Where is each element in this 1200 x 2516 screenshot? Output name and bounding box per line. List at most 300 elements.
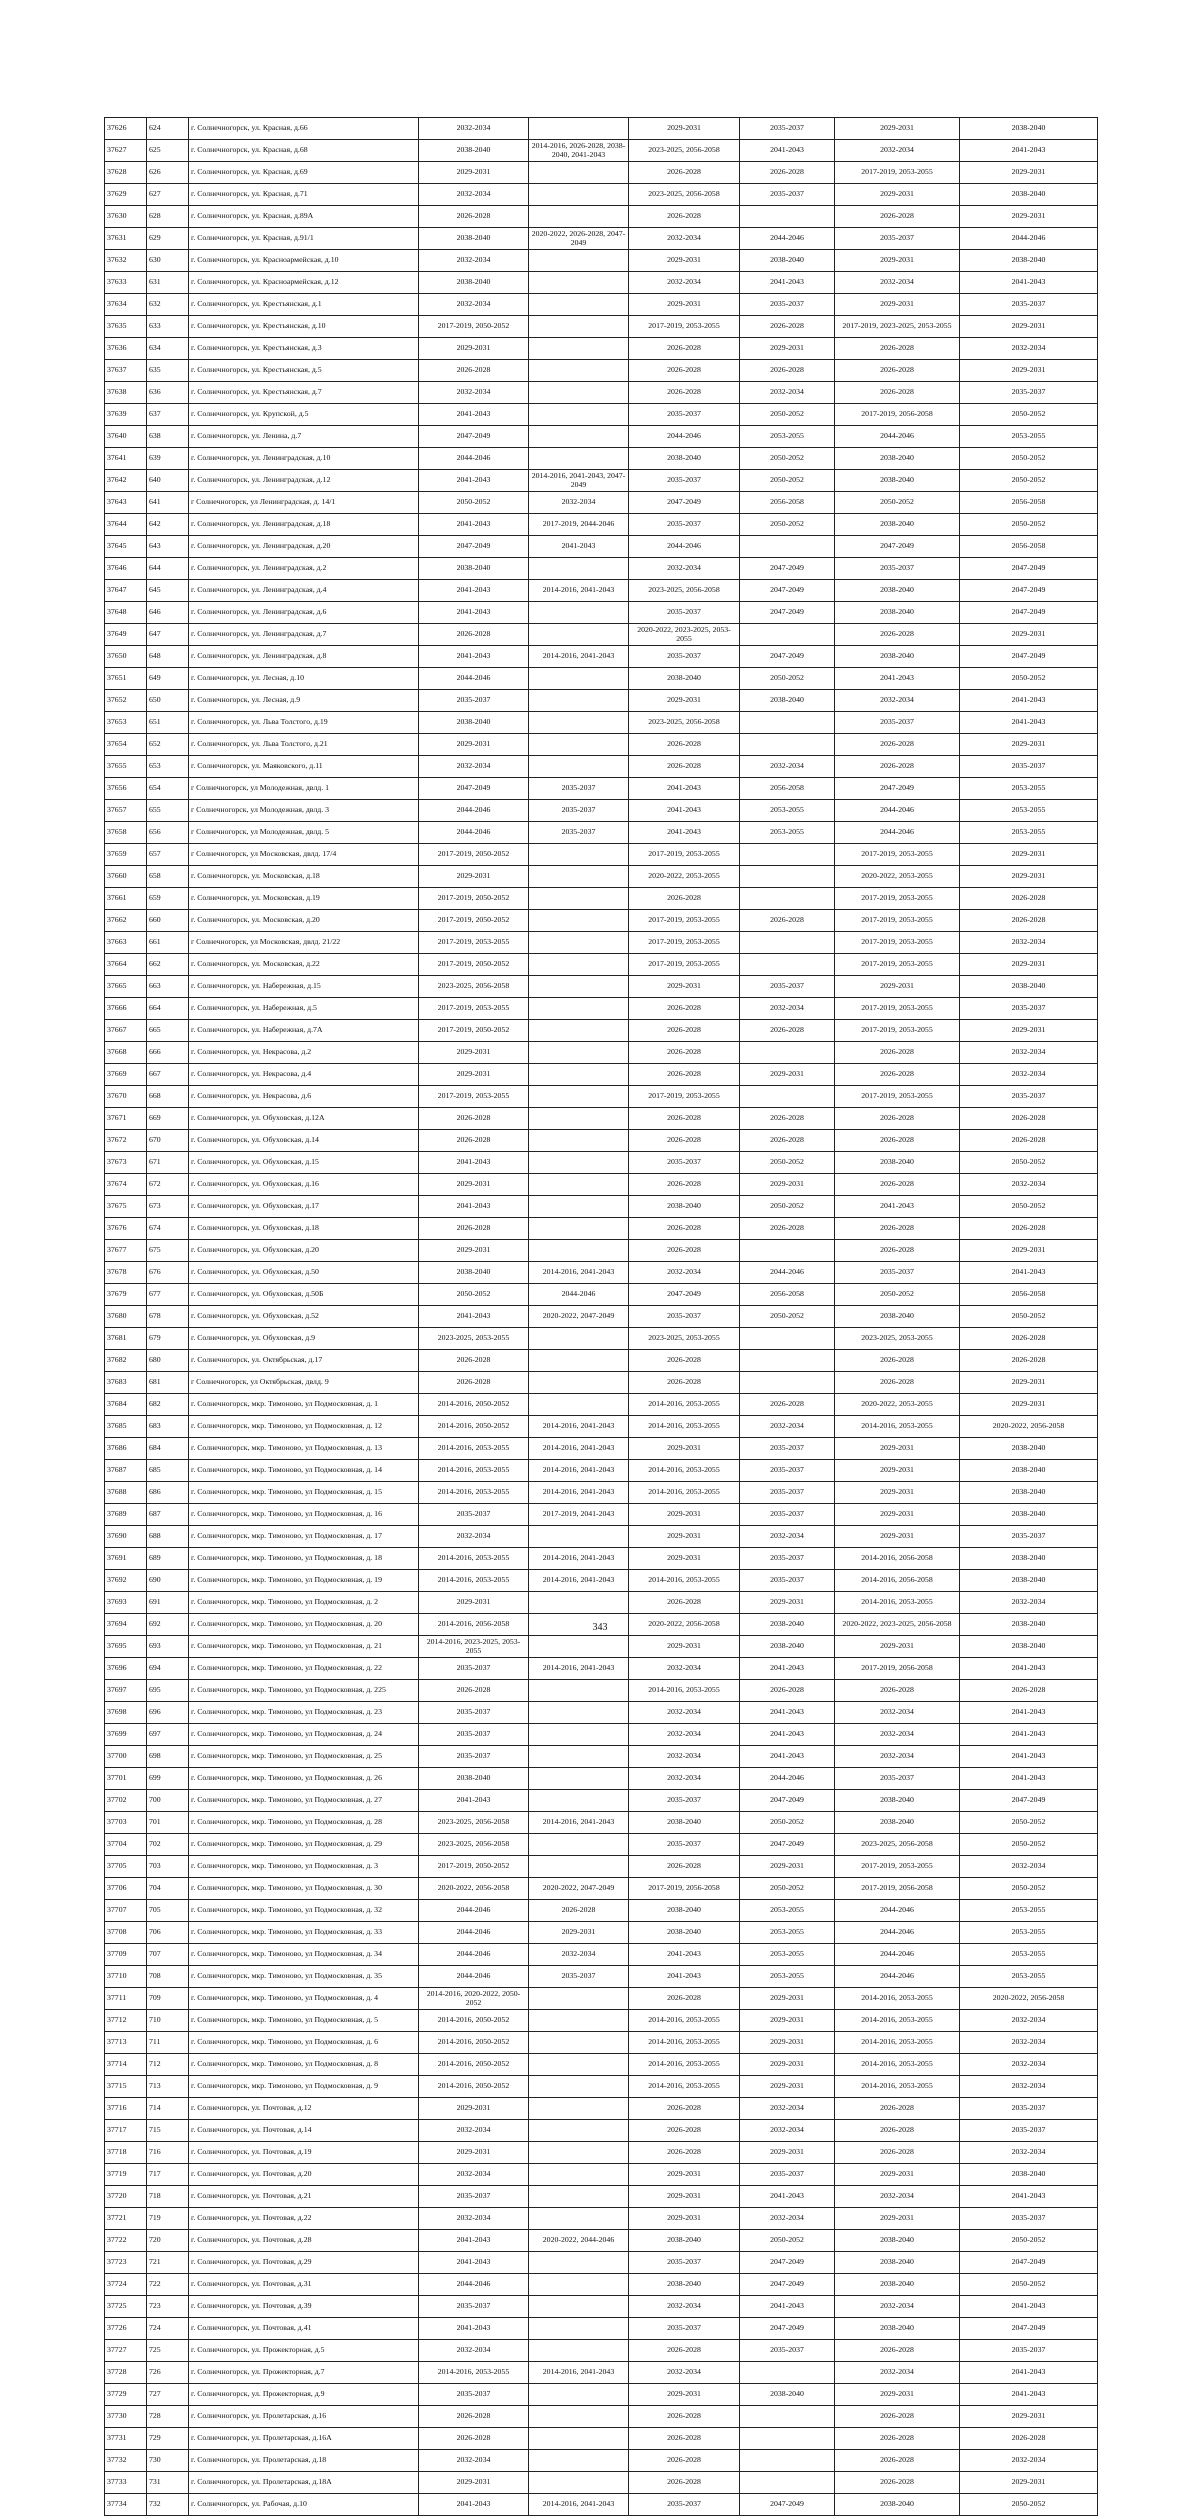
period-4-cell: 2050-2052 <box>740 1152 835 1174</box>
period-6-cell: 2026-2028 <box>960 1680 1098 1702</box>
period-2-cell <box>529 2296 629 2318</box>
period-2-cell <box>529 844 629 866</box>
table-row <box>105 1724 1098 1746</box>
period-6-cell: 2050-2052 <box>960 514 1098 536</box>
table-row <box>105 1856 1098 1878</box>
period-2-cell <box>529 2142 629 2164</box>
period-3-cell: 2029-2031 <box>629 294 740 316</box>
table-row <box>105 1086 1098 1108</box>
item-number-cell: 629 <box>147 228 189 250</box>
row-number-cell: 37654 <box>105 734 147 756</box>
period-3-cell: 2029-2031 <box>629 118 740 140</box>
period-5-cell: 2026-2028 <box>835 2406 960 2428</box>
address-cell: г. Солнечногорск, ул. Обуховская, д.16 <box>189 1174 419 1196</box>
item-number-cell: 664 <box>147 998 189 1020</box>
period-5-cell: 2026-2028 <box>835 2450 960 2472</box>
table-row <box>105 2164 1098 2186</box>
item-number-cell: 669 <box>147 1108 189 1130</box>
period-4-cell: 2032-2034 <box>740 1416 835 1438</box>
period-2-cell: 2035-2037 <box>529 1966 629 1988</box>
address-cell: г. Солнечногорск, ул. Обуховская, д.9 <box>189 1328 419 1350</box>
period-2-cell <box>529 2384 629 2406</box>
period-3-cell: 2035-2037 <box>629 2494 740 2516</box>
period-2-cell: 2014-2016, 2041-2043 <box>529 1812 629 1834</box>
period-2-cell <box>529 338 629 360</box>
period-1-cell: 2029-2031 <box>419 866 529 888</box>
item-number-cell: 665 <box>147 1020 189 1042</box>
period-1-cell: 2035-2037 <box>419 2384 529 2406</box>
period-1-cell: 2026-2028 <box>419 2428 529 2450</box>
period-2-cell <box>529 2120 629 2142</box>
period-3-cell: 2047-2049 <box>629 1284 740 1306</box>
period-3-cell: 2026-2028 <box>629 2142 740 2164</box>
period-3-cell: 2029-2031 <box>629 1526 740 1548</box>
table-row <box>105 1790 1098 1812</box>
period-3-cell: 2035-2037 <box>629 404 740 426</box>
period-1-cell: 2047-2049 <box>419 536 529 558</box>
period-6-cell: 2053-2055 <box>960 778 1098 800</box>
period-5-cell: 2038-2040 <box>835 1790 960 1812</box>
period-5-cell: 2014-2016, 2053-2055 <box>835 2054 960 2076</box>
period-6-cell: 2029-2031 <box>960 844 1098 866</box>
period-6-cell: 2050-2052 <box>960 1812 1098 1834</box>
address-cell: г. Солнечногорск, ул. Красная, д.68 <box>189 140 419 162</box>
table-row <box>105 800 1098 822</box>
period-1-cell: 2038-2040 <box>419 1262 529 1284</box>
period-1-cell: 2014-2016, 2050-2052 <box>419 2010 529 2032</box>
period-3-cell: 2020-2022, 2053-2055 <box>629 866 740 888</box>
item-number-cell: 703 <box>147 1856 189 1878</box>
period-4-cell: 2041-2043 <box>740 1724 835 1746</box>
period-6-cell: 2047-2049 <box>960 2318 1098 2340</box>
period-1-cell: 2026-2028 <box>419 1130 529 1152</box>
period-3-cell: 2029-2031 <box>629 2384 740 2406</box>
period-6-cell: 2053-2055 <box>960 822 1098 844</box>
table-row <box>105 1350 1098 1372</box>
period-3-cell: 2014-2016, 2053-2055 <box>629 2054 740 2076</box>
item-number-cell: 701 <box>147 1812 189 1834</box>
period-5-cell: 2038-2040 <box>835 2494 960 2516</box>
period-5-cell: 2029-2031 <box>835 1482 960 1504</box>
period-6-cell: 2050-2052 <box>960 470 1098 492</box>
row-number-cell: 37708 <box>105 1922 147 1944</box>
period-6-cell: 2053-2055 <box>960 800 1098 822</box>
period-3-cell: 2038-2040 <box>629 1196 740 1218</box>
item-number-cell: 720 <box>147 2230 189 2252</box>
address-cell: г. Солнечногорск, ул. Крестьянская, д.5 <box>189 360 419 382</box>
period-5-cell: 2014-2016, 2053-2055 <box>835 1988 960 2010</box>
address-cell: г. Солнечногорск, ул. Крупской, д.5 <box>189 404 419 426</box>
period-6-cell: 2029-2031 <box>960 2406 1098 2428</box>
period-3-cell: 2026-2028 <box>629 2120 740 2142</box>
period-6-cell: 2050-2052 <box>960 668 1098 690</box>
period-6-cell: 2026-2028 <box>960 2428 1098 2450</box>
period-1-cell: 2035-2037 <box>419 1702 529 1724</box>
address-cell: г. Солнечногорск, мкр. Тимоново, ул Подмосковная, д. 27 <box>189 1790 419 1812</box>
period-2-cell <box>529 1328 629 1350</box>
address-cell: г. Солнечногорск, ул. Красная, д.91/1 <box>189 228 419 250</box>
period-6-cell: 2029-2031 <box>960 316 1098 338</box>
period-4-cell <box>740 2472 835 2494</box>
table-row <box>105 712 1098 734</box>
period-2-cell <box>529 2010 629 2032</box>
period-3-cell: 2014-2016, 2053-2055 <box>629 2076 740 2098</box>
table-row <box>105 954 1098 976</box>
period-6-cell: 2038-2040 <box>960 1614 1098 1636</box>
table-row <box>105 1196 1098 1218</box>
item-number-cell: 657 <box>147 844 189 866</box>
period-1-cell: 2014-2016, 2050-2052 <box>419 2076 529 2098</box>
period-2-cell: 2014-2016, 2041-2043 <box>529 1460 629 1482</box>
period-3-cell: 2026-2028 <box>629 734 740 756</box>
item-number-cell: 725 <box>147 2340 189 2362</box>
period-4-cell: 2044-2046 <box>740 1262 835 1284</box>
period-4-cell: 2029-2031 <box>740 2032 835 2054</box>
period-6-cell: 2038-2040 <box>960 1438 1098 1460</box>
address-cell: г. Солнечногорск, ул. Ленинградская, д.7 <box>189 624 419 646</box>
item-number-cell: 643 <box>147 536 189 558</box>
period-6-cell: 2032-2034 <box>960 2032 1098 2054</box>
row-number-cell: 37632 <box>105 250 147 272</box>
period-3-cell: 2038-2040 <box>629 1922 740 1944</box>
period-4-cell: 2047-2049 <box>740 1834 835 1856</box>
row-number-cell: 37721 <box>105 2208 147 2230</box>
row-number-cell: 37645 <box>105 536 147 558</box>
item-number-cell: 695 <box>147 1680 189 1702</box>
period-5-cell: 2026-2028 <box>835 2120 960 2142</box>
period-4-cell <box>740 1372 835 1394</box>
period-6-cell: 2041-2043 <box>960 272 1098 294</box>
period-2-cell <box>529 1042 629 1064</box>
period-2-cell: 2032-2034 <box>529 492 629 514</box>
row-number-cell: 37733 <box>105 2472 147 2494</box>
period-1-cell: 2026-2028 <box>419 1350 529 1372</box>
address-cell: г Солнечногорск, ул Молодежная, двлд. 5 <box>189 822 419 844</box>
period-2-cell <box>529 1196 629 1218</box>
item-number-cell: 713 <box>147 2076 189 2098</box>
address-cell: г. Солнечногорск, мкр. Тимоново, ул Подмосковная, д. 15 <box>189 1482 419 1504</box>
item-number-cell: 625 <box>147 140 189 162</box>
item-number-cell: 626 <box>147 162 189 184</box>
item-number-cell: 678 <box>147 1306 189 1328</box>
table-row <box>105 1812 1098 1834</box>
period-6-cell: 2026-2028 <box>960 888 1098 910</box>
item-number-cell: 645 <box>147 580 189 602</box>
period-5-cell: 2032-2034 <box>835 2186 960 2208</box>
table-row <box>105 690 1098 712</box>
item-number-cell: 673 <box>147 1196 189 1218</box>
period-1-cell: 2029-2031 <box>419 2098 529 2120</box>
address-cell: г. Солнечногорск, ул. Обуховская, д.20 <box>189 1240 419 1262</box>
table-row <box>105 668 1098 690</box>
period-3-cell: 2029-2031 <box>629 976 740 998</box>
address-cell: г. Солнечногорск, мкр. Тимоново, ул Подмосковная, д. 21 <box>189 1636 419 1658</box>
row-number-cell: 37694 <box>105 1614 147 1636</box>
item-number-cell: 696 <box>147 1702 189 1724</box>
period-4-cell: 2050-2052 <box>740 448 835 470</box>
period-5-cell: 2017-2019, 2023-2025, 2053-2055 <box>835 316 960 338</box>
period-5-cell: 2032-2034 <box>835 1724 960 1746</box>
address-cell: г. Солнечногорск, ул. Крестьянская, д.10 <box>189 316 419 338</box>
period-6-cell: 2029-2031 <box>960 360 1098 382</box>
period-1-cell: 2041-2043 <box>419 602 529 624</box>
period-6-cell: 2029-2031 <box>960 1372 1098 1394</box>
period-5-cell: 2026-2028 <box>835 382 960 404</box>
period-6-cell: 2035-2037 <box>960 1526 1098 1548</box>
table-row <box>105 624 1098 646</box>
table-row <box>105 822 1098 844</box>
period-5-cell: 2026-2028 <box>835 206 960 228</box>
item-number-cell: 672 <box>147 1174 189 1196</box>
period-2-cell <box>529 1856 629 1878</box>
period-4-cell: 2053-2055 <box>740 426 835 448</box>
period-4-cell: 2041-2043 <box>740 2186 835 2208</box>
item-number-cell: 679 <box>147 1328 189 1350</box>
period-6-cell: 2050-2052 <box>960 448 1098 470</box>
period-6-cell: 2035-2037 <box>960 382 1098 404</box>
item-number-cell: 659 <box>147 888 189 910</box>
period-4-cell: 2050-2052 <box>740 1306 835 1328</box>
item-number-cell: 628 <box>147 206 189 228</box>
table-row <box>105 1306 1098 1328</box>
item-number-cell: 715 <box>147 2120 189 2142</box>
period-6-cell: 2029-2031 <box>960 2472 1098 2494</box>
period-3-cell: 2032-2034 <box>629 1724 740 1746</box>
period-1-cell: 2035-2037 <box>419 2296 529 2318</box>
period-4-cell: 2050-2052 <box>740 1812 835 1834</box>
period-5-cell: 2017-2019, 2053-2055 <box>835 910 960 932</box>
period-5-cell: 2035-2037 <box>835 712 960 734</box>
table-row <box>105 778 1098 800</box>
period-3-cell: 2041-2043 <box>629 822 740 844</box>
row-number-cell: 37627 <box>105 140 147 162</box>
period-1-cell: 2035-2037 <box>419 2186 529 2208</box>
period-2-cell <box>529 360 629 382</box>
period-2-cell <box>529 1724 629 1746</box>
row-number-cell: 37723 <box>105 2252 147 2274</box>
item-number-cell: 668 <box>147 1086 189 1108</box>
row-number-cell: 37706 <box>105 1878 147 1900</box>
period-3-cell: 2017-2019, 2053-2055 <box>629 844 740 866</box>
address-cell: г. Солнечногорск, ул. Ленинградская, д.8 <box>189 646 419 668</box>
row-number-cell: 37731 <box>105 2428 147 2450</box>
table-row <box>105 1966 1098 1988</box>
address-cell: г. Солнечногорск, мкр. Тимоново, ул Подмосковная, д. 23 <box>189 1702 419 1724</box>
period-6-cell: 2050-2052 <box>960 1152 1098 1174</box>
period-2-cell: 2020-2022, 2026-2028, 2047-2049 <box>529 228 629 250</box>
schedule-table <box>104 117 1098 2516</box>
item-number-cell: 654 <box>147 778 189 800</box>
period-1-cell: 2020-2022, 2056-2058 <box>419 1878 529 1900</box>
period-5-cell: 2041-2043 <box>835 1196 960 1218</box>
row-number-cell: 37644 <box>105 514 147 536</box>
row-number-cell: 37718 <box>105 2142 147 2164</box>
address-cell: г. Солнечногорск, мкр. Тимоново, ул Подмосковная, д. 2 <box>189 1592 419 1614</box>
row-number-cell: 37634 <box>105 294 147 316</box>
item-number-cell: 705 <box>147 1900 189 1922</box>
address-cell: г. Солнечногорск, ул. Красноармейская, д.10 <box>189 250 419 272</box>
period-6-cell: 2029-2031 <box>960 954 1098 976</box>
period-1-cell: 2041-2043 <box>419 1306 529 1328</box>
period-4-cell <box>740 1042 835 1064</box>
period-3-cell: 2038-2040 <box>629 1900 740 1922</box>
period-6-cell: 2038-2040 <box>960 118 1098 140</box>
period-2-cell <box>529 2164 629 2186</box>
row-number-cell: 37646 <box>105 558 147 580</box>
address-cell: г. Солнечногорск, ул. Набережная, д.15 <box>189 976 419 998</box>
period-2-cell <box>529 1020 629 1042</box>
period-2-cell <box>529 734 629 756</box>
period-5-cell: 2029-2031 <box>835 2208 960 2230</box>
period-2-cell <box>529 866 629 888</box>
address-cell: г. Солнечногорск, ул. Прожекторная, д.9 <box>189 2384 419 2406</box>
period-2-cell <box>529 2032 629 2054</box>
period-1-cell: 2014-2016, 2053-2055 <box>419 1548 529 1570</box>
item-number-cell: 691 <box>147 1592 189 1614</box>
period-2-cell <box>529 1372 629 1394</box>
period-4-cell: 2029-2031 <box>740 2076 835 2098</box>
period-4-cell: 2047-2049 <box>740 1790 835 1812</box>
period-5-cell: 2029-2031 <box>835 1460 960 1482</box>
row-number-cell: 37629 <box>105 184 147 206</box>
period-4-cell: 2035-2037 <box>740 2164 835 2186</box>
period-3-cell: 2035-2037 <box>629 1306 740 1328</box>
period-1-cell: 2029-2031 <box>419 338 529 360</box>
period-3-cell: 2044-2046 <box>629 426 740 448</box>
period-6-cell: 2050-2052 <box>960 2274 1098 2296</box>
row-number-cell: 37636 <box>105 338 147 360</box>
period-4-cell: 2047-2049 <box>740 580 835 602</box>
address-cell: г. Солнечногорск, ул. Крестьянская, д.7 <box>189 382 419 404</box>
period-1-cell: 2032-2034 <box>419 2208 529 2230</box>
address-cell: г. Солнечногорск, мкр. Тимоново, ул Подмосковная, д. 20 <box>189 1614 419 1636</box>
table-row <box>105 1108 1098 1130</box>
period-5-cell: 2026-2028 <box>835 338 960 360</box>
period-5-cell: 2017-2019, 2053-2055 <box>835 932 960 954</box>
table-row <box>105 2252 1098 2274</box>
period-4-cell: 2026-2028 <box>740 360 835 382</box>
period-2-cell <box>529 998 629 1020</box>
period-2-cell <box>529 712 629 734</box>
table-row <box>105 492 1098 514</box>
table-row <box>105 1174 1098 1196</box>
item-number-cell: 724 <box>147 2318 189 2340</box>
row-number-cell: 37635 <box>105 316 147 338</box>
period-3-cell: 2035-2037 <box>629 602 740 624</box>
period-5-cell: 2026-2028 <box>835 1240 960 1262</box>
period-2-cell <box>529 1680 629 1702</box>
period-3-cell: 2014-2016, 2053-2055 <box>629 1460 740 1482</box>
period-4-cell <box>740 734 835 756</box>
item-number-cell: 646 <box>147 602 189 624</box>
address-cell: г. Солнечногорск, ул. Некрасова, д.6 <box>189 1086 419 1108</box>
period-2-cell: 2026-2028 <box>529 1900 629 1922</box>
period-3-cell: 2014-2016, 2053-2055 <box>629 1482 740 1504</box>
period-3-cell: 2032-2034 <box>629 1658 740 1680</box>
row-number-cell: 37693 <box>105 1592 147 1614</box>
period-3-cell: 2026-2028 <box>629 1856 740 1878</box>
item-number-cell: 676 <box>147 1262 189 1284</box>
period-5-cell: 2044-2046 <box>835 1900 960 1922</box>
period-2-cell <box>529 1064 629 1086</box>
row-number-cell: 37701 <box>105 1768 147 1790</box>
row-number-cell: 37688 <box>105 1482 147 1504</box>
table-row <box>105 404 1098 426</box>
period-6-cell: 2035-2037 <box>960 294 1098 316</box>
item-number-cell: 670 <box>147 1130 189 1152</box>
item-number-cell: 638 <box>147 426 189 448</box>
period-2-cell <box>529 2252 629 2274</box>
period-1-cell: 2032-2034 <box>419 118 529 140</box>
address-cell: г. Солнечногорск, мкр. Тимоново, ул Подмосковная, д. 35 <box>189 1966 419 1988</box>
period-2-cell <box>529 206 629 228</box>
period-5-cell: 2029-2031 <box>835 976 960 998</box>
table-row <box>105 2054 1098 2076</box>
period-1-cell: 2023-2025, 2056-2058 <box>419 1812 529 1834</box>
address-cell: г. Солнечногорск, ул. Красная, д.66 <box>189 118 419 140</box>
period-2-cell: 2020-2022, 2047-2049 <box>529 1878 629 1900</box>
table-row <box>105 1878 1098 1900</box>
period-4-cell <box>740 1240 835 1262</box>
period-3-cell: 2035-2037 <box>629 1152 740 1174</box>
period-4-cell: 2047-2049 <box>740 602 835 624</box>
item-number-cell: 677 <box>147 1284 189 1306</box>
period-6-cell: 2035-2037 <box>960 1086 1098 1108</box>
period-6-cell: 2053-2055 <box>960 1900 1098 1922</box>
period-1-cell: 2041-2043 <box>419 1790 529 1812</box>
period-3-cell: 2041-2043 <box>629 1944 740 1966</box>
table-row <box>105 1988 1098 2010</box>
item-number-cell: 682 <box>147 1394 189 1416</box>
period-4-cell: 2026-2028 <box>740 162 835 184</box>
row-number-cell: 37685 <box>105 1416 147 1438</box>
period-3-cell: 2026-2028 <box>629 2340 740 2362</box>
address-cell: г Солнечногорск, ул Ленинградская, д. 14/1 <box>189 492 419 514</box>
period-1-cell: 2044-2046 <box>419 822 529 844</box>
period-2-cell <box>529 1108 629 1130</box>
row-number-cell: 37709 <box>105 1944 147 1966</box>
period-6-cell: 2032-2034 <box>960 2142 1098 2164</box>
period-5-cell: 2026-2028 <box>835 1130 960 1152</box>
period-6-cell: 2038-2040 <box>960 1460 1098 1482</box>
item-number-cell: 644 <box>147 558 189 580</box>
address-cell: г. Солнечногорск, ул. Красная, д.89А <box>189 206 419 228</box>
period-2-cell <box>529 448 629 470</box>
period-6-cell: 2026-2028 <box>960 1350 1098 1372</box>
period-4-cell: 2032-2034 <box>740 756 835 778</box>
period-5-cell: 2026-2028 <box>835 1174 960 1196</box>
row-number-cell: 37643 <box>105 492 147 514</box>
period-1-cell: 2017-2019, 2050-2052 <box>419 316 529 338</box>
item-number-cell: 706 <box>147 1922 189 1944</box>
period-2-cell <box>529 2076 629 2098</box>
period-5-cell: 2050-2052 <box>835 492 960 514</box>
period-6-cell: 2056-2058 <box>960 1284 1098 1306</box>
address-cell: г. Солнечногорск, ул. Обуховская, д.50 <box>189 1262 419 1284</box>
period-5-cell: 2014-2016, 2053-2055 <box>835 1592 960 1614</box>
period-4-cell <box>740 932 835 954</box>
period-1-cell: 2032-2034 <box>419 250 529 272</box>
item-number-cell: 729 <box>147 2428 189 2450</box>
address-cell: г. Солнечногорск, мкр. Тимоново, ул Подмосковная, д. 8 <box>189 2054 419 2076</box>
address-cell: г. Солнечногорск, ул. Ленинградская, д.10 <box>189 448 419 470</box>
period-4-cell: 2032-2034 <box>740 1526 835 1548</box>
period-4-cell: 2029-2031 <box>740 338 835 360</box>
table-row <box>105 1262 1098 1284</box>
address-cell: г. Солнечногорск, ул. Московская, д.22 <box>189 954 419 976</box>
period-5-cell: 2038-2040 <box>835 602 960 624</box>
period-2-cell <box>529 2098 629 2120</box>
